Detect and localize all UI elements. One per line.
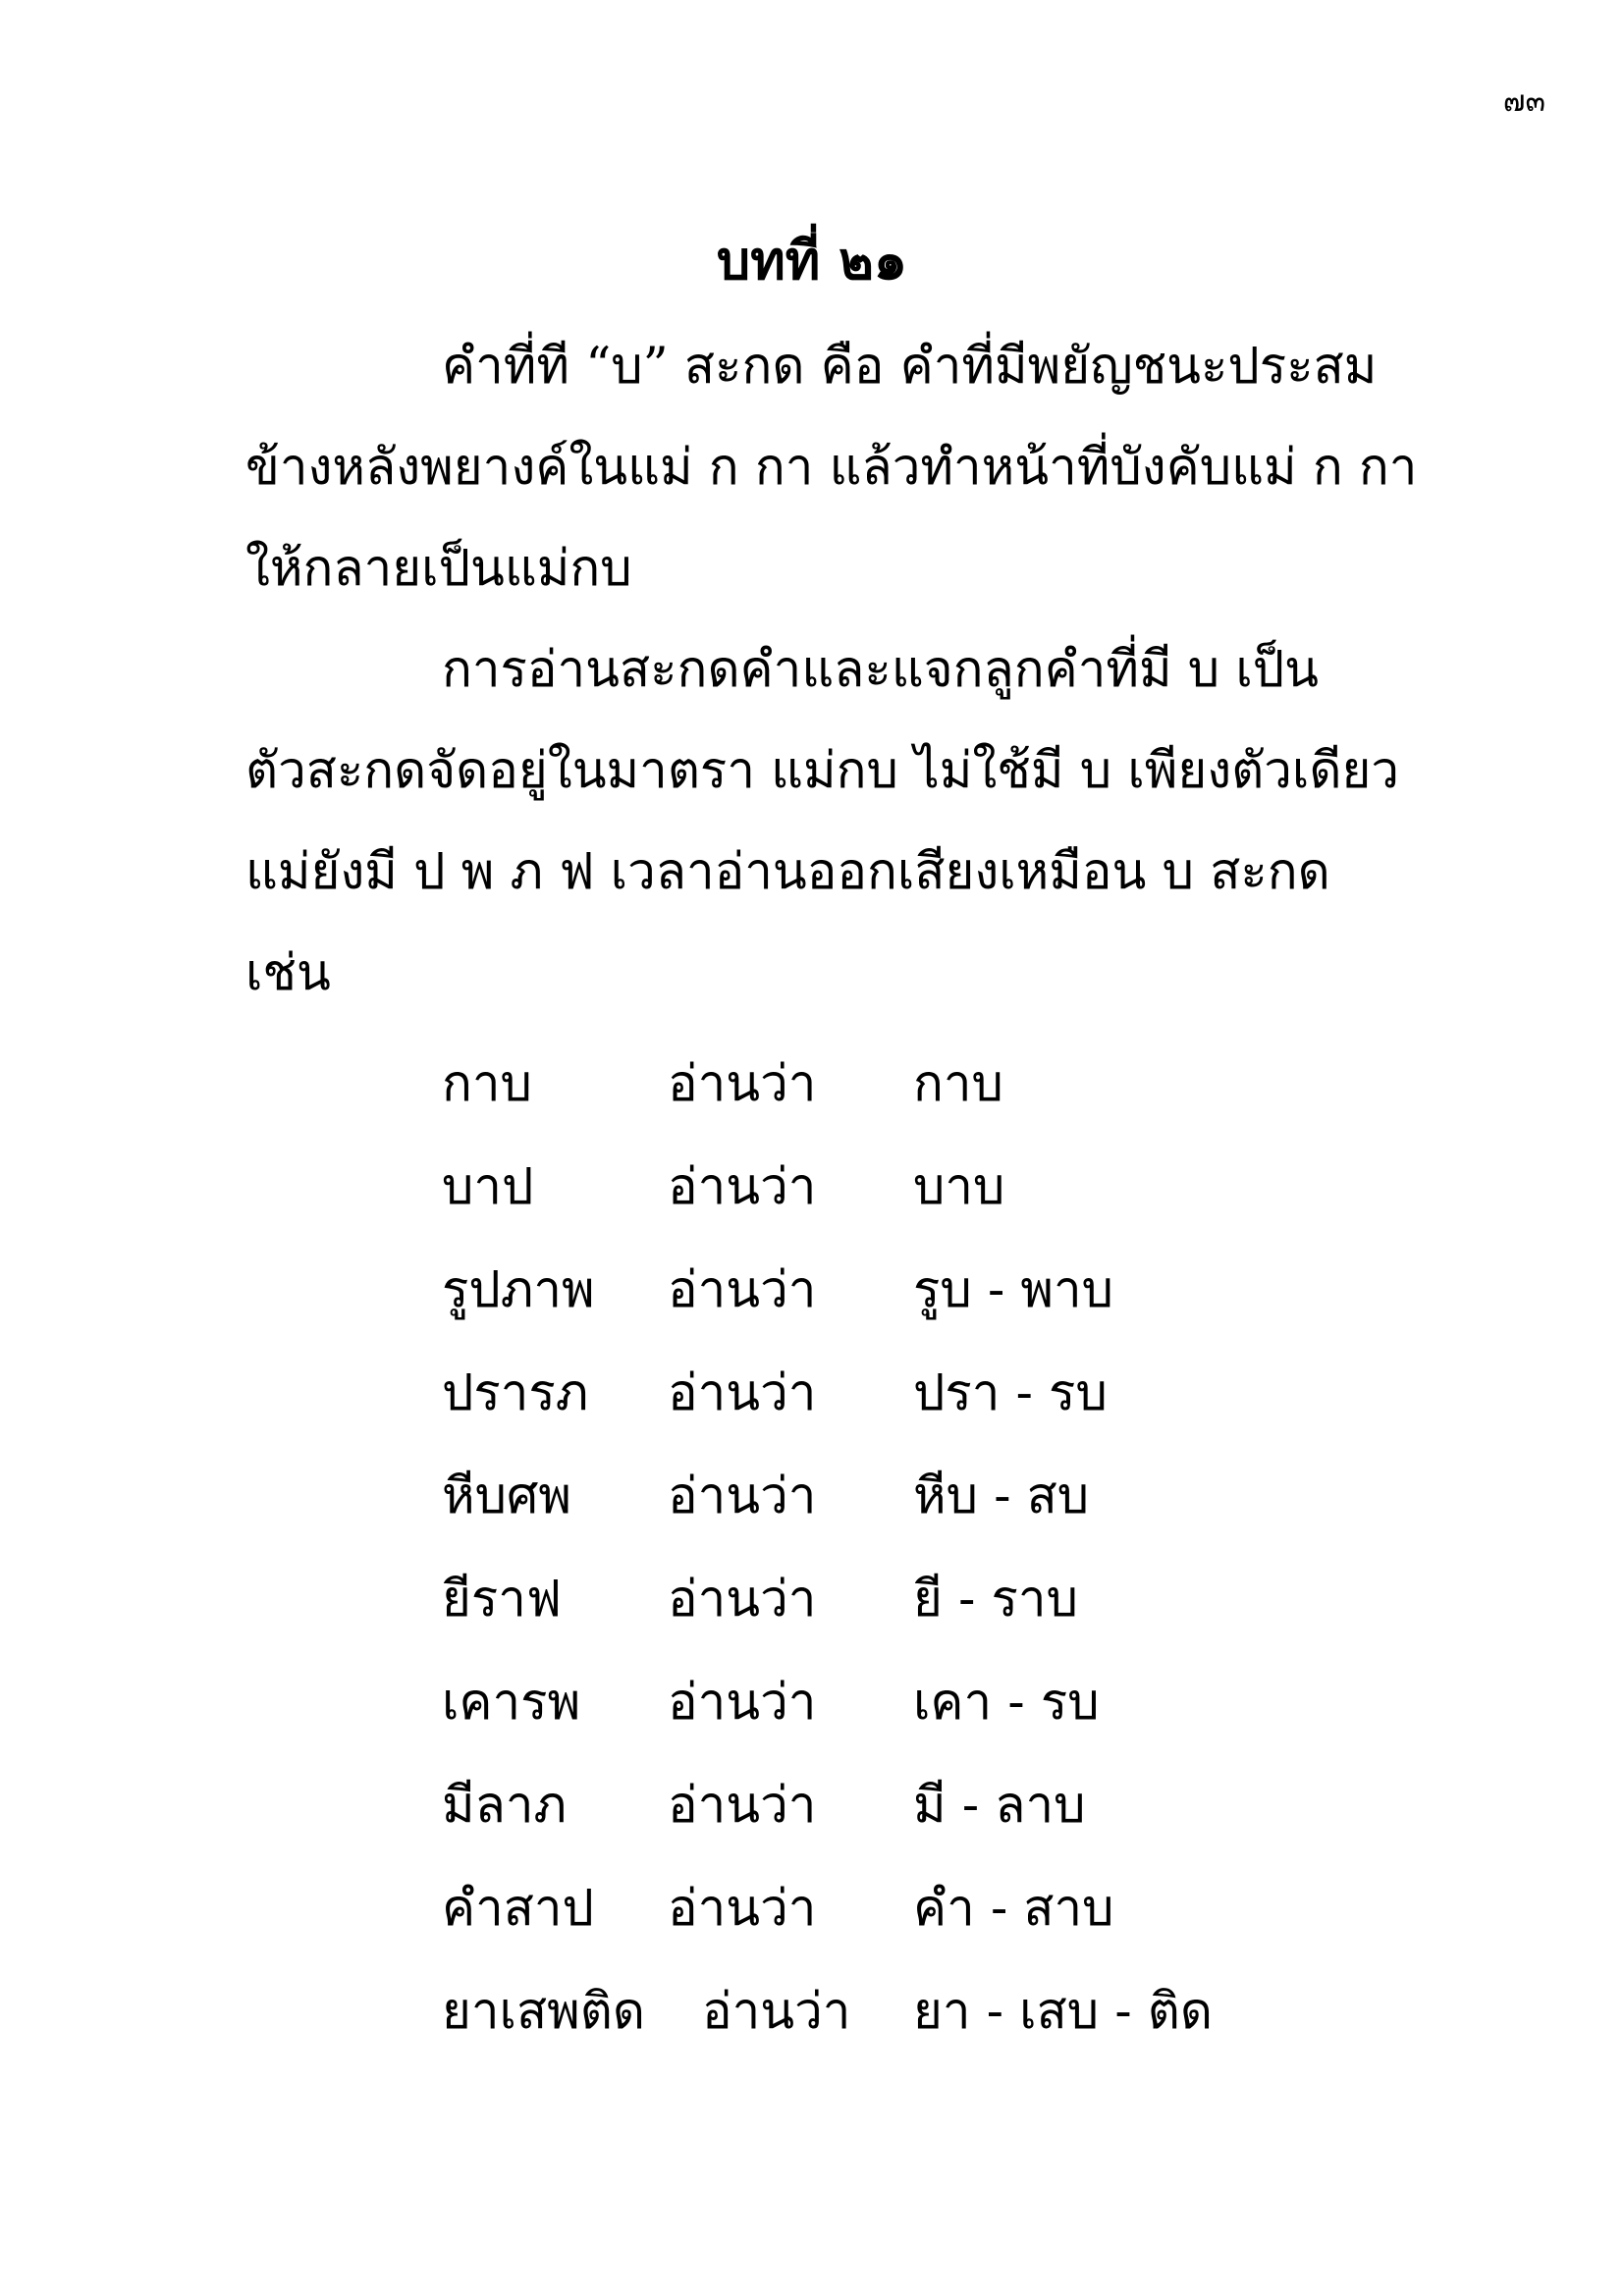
example-pronunciation: ปรา - รบ <box>913 1364 1108 1422</box>
example-pronunciation: กาบ <box>913 1055 1003 1113</box>
example-word: ยีราฟ <box>442 1571 563 1629</box>
example-pronunciation: คำ - สาบ <box>913 1880 1114 1938</box>
example-read-as: อ่านว่า <box>668 1674 817 1732</box>
chapter-title: บทที่ ๒๑ <box>716 229 908 292</box>
page-number: ๗๓ <box>1502 84 1545 119</box>
example-list <box>442 1033 1424 2063</box>
example-word: คำสาป <box>442 1880 594 1938</box>
example-read-as: อ่านว่า <box>668 1880 817 1938</box>
example-read-as: อ่านว่า <box>668 1468 817 1525</box>
body-text <box>245 316 1418 1024</box>
example-pronunciation: ยา - เสบ - ติด <box>913 1983 1214 2041</box>
paragraph-2-line-2: ตัวสะกดจัดอยู่ในมาตรา แม่กบ ไม่ใช้มี บ เพียงตัวเดียว <box>245 742 1399 800</box>
example-word: บาป <box>442 1158 534 1216</box>
example-read-as: อ่านว่า <box>668 1055 817 1113</box>
example-row <box>442 1342 1424 1445</box>
example-word: เคารพ <box>442 1674 581 1732</box>
example-row <box>442 1136 1424 1239</box>
example-read-as: อ่านว่า <box>668 1364 817 1422</box>
example-pronunciation: บาบ <box>913 1158 1005 1216</box>
example-read-as: อ่านว่า <box>702 1983 851 2041</box>
example-row <box>442 1651 1424 1754</box>
example-row <box>442 1960 1424 2063</box>
example-row <box>442 1033 1424 1136</box>
paragraph-1-line-3: ให้กลายเป็นแม่กบ <box>245 540 632 598</box>
example-pronunciation: ยี - ราบ <box>913 1571 1078 1629</box>
example-read-as: อ่านว่า <box>668 1261 817 1319</box>
example-read-as: อ่านว่า <box>668 1777 817 1835</box>
example-word: รูปภาพ <box>442 1261 595 1319</box>
example-row <box>442 1857 1424 1960</box>
example-word: ปรารภ <box>442 1364 589 1422</box>
paragraph-2-line-4: เช่น <box>245 944 331 1002</box>
example-row <box>442 1754 1424 1857</box>
paragraph-2-line-1: การอ่านสะกดคำและแจกลูกคำที่มี บ เป็น <box>442 641 1320 699</box>
example-row <box>442 1548 1424 1651</box>
example-pronunciation: หีบ - สบ <box>913 1468 1090 1525</box>
example-word: หีบศพ <box>442 1468 571 1525</box>
example-read-as: อ่านว่า <box>668 1571 817 1629</box>
example-row <box>442 1445 1424 1548</box>
example-pronunciation: มี - ลาบ <box>913 1777 1086 1835</box>
example-row <box>442 1239 1424 1342</box>
paragraph-1-line-2: ข้างหลังพยางค์ในแม่ ก กา แล้วทำหน้าที่บังคับแม่ ก กา <box>245 439 1418 497</box>
example-pronunciation: เคา - รบ <box>913 1674 1100 1732</box>
example-word: มีลาภ <box>442 1777 568 1835</box>
paragraph-1-line-1: คำที่ที “บ” สะกด คือ คำที่มีพยัญชนะประสม <box>442 338 1378 396</box>
example-word: ยาเสพติด <box>442 1983 645 2041</box>
example-word: กาบ <box>442 1055 532 1113</box>
example-pronunciation: รูบ - พาบ <box>913 1261 1114 1319</box>
paragraph-2-line-3: แม่ยังมี ป พ ภ ฟ เวลาอ่านออกเสียงเหมือน บ สะกด <box>245 843 1330 901</box>
example-read-as: อ่านว่า <box>668 1158 817 1216</box>
